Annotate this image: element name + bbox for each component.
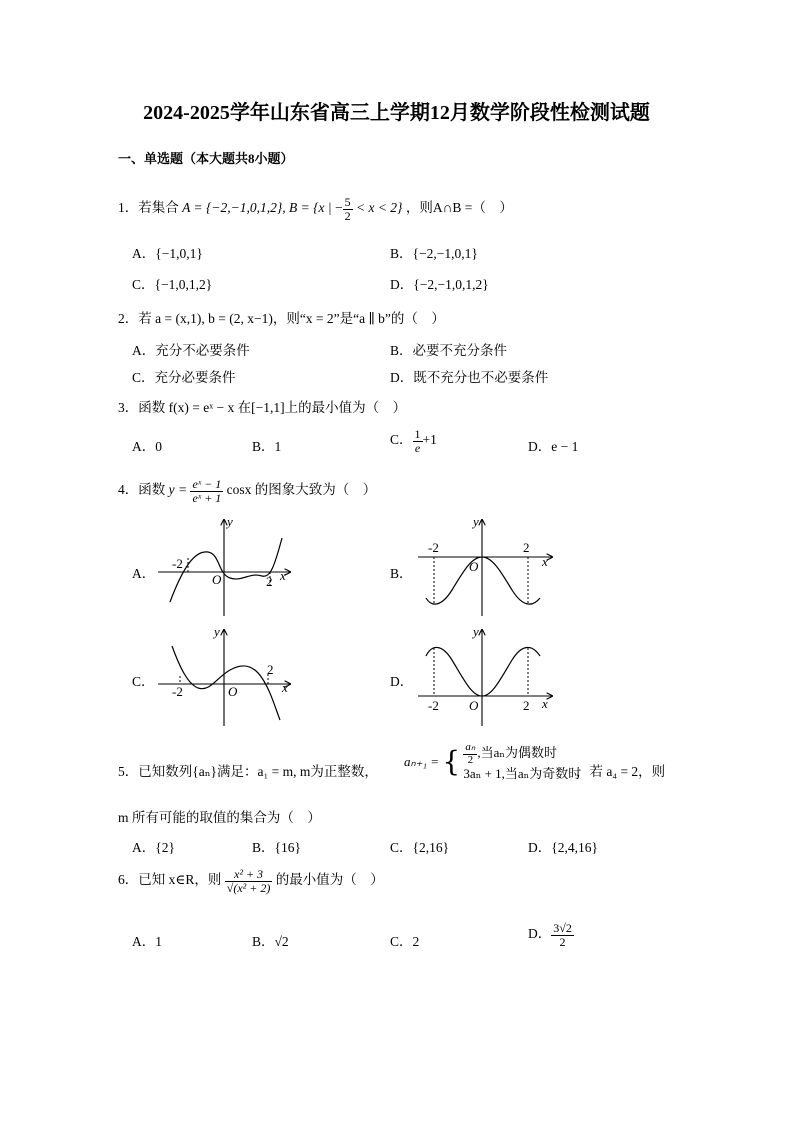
q1-option-d[interactable]: D．{−2,−1,0,1,2}	[390, 277, 489, 292]
q5-piecewise	[404, 742, 581, 782]
q6-stem-b: 的最小值为（ ）	[275, 872, 384, 888]
q6-option-d-label: D．	[528, 926, 552, 942]
q6-option-b[interactable]: B．√2	[252, 934, 289, 949]
q6-num: x² + 3	[225, 868, 273, 882]
q5-case1-num: aₙ	[465, 741, 476, 753]
question-2-stem: 2．若 a = (x,1), b = (2, x−1)，则“x = 2”是“a ∥ b”的（ ）	[118, 311, 445, 326]
q6-stem-a: 6．已知 x∈R，则	[118, 872, 222, 888]
q5-option-b[interactable]: B．{16}	[252, 840, 301, 855]
q6-option-d-fraction	[551, 922, 574, 948]
q1-option-b[interactable]: B．{−2,−1,0,1}	[390, 246, 478, 261]
q3-option-c-label: C．	[390, 432, 413, 448]
q5-cases	[463, 742, 581, 782]
graph-d-x-label: x	[542, 696, 548, 711]
q5-option-a[interactable]: A．{2}	[132, 840, 175, 855]
graph-b	[416, 514, 556, 616]
q5-lhs: aₙ₊₁ =	[404, 754, 440, 770]
q6-option-c[interactable]: C．2	[390, 934, 420, 949]
q5-option-d[interactable]: D．{2,4,16}	[528, 840, 598, 855]
q4-y-eq: y =	[168, 482, 188, 498]
q1-option-a[interactable]: A．{−1,0,1}	[132, 246, 203, 261]
q6-option-d[interactable]	[528, 922, 574, 948]
q5-case-1	[463, 742, 581, 766]
graph-d-origin: O	[469, 698, 479, 713]
q1-fraction	[343, 196, 353, 222]
q6-den: √(x² + 2)	[226, 880, 271, 895]
section-heading: 一、单选题（本大题共8小题）	[118, 151, 294, 166]
q5-option-c[interactable]: C．{2,16}	[390, 840, 450, 855]
graph-a-curve	[170, 538, 282, 602]
q5-brace: {	[442, 745, 461, 779]
graph-a-x-label: x	[280, 568, 286, 583]
q3-option-c-fraction	[413, 428, 423, 454]
question-3-stem: 3．函数 f(x) = eˣ − x 在[−1,1]上的最小值为（ ）	[118, 400, 407, 415]
q3-c-den: e	[414, 440, 421, 455]
q5-stem-a: 5．已知数列{aₙ}满足：a₁ = m, m为正整数，	[118, 764, 378, 779]
q4-option-a[interactable]: A．	[132, 566, 156, 581]
graph-a-origin: O	[212, 572, 222, 587]
graph-c-tick-pos: 2	[267, 662, 274, 677]
graph-d	[416, 624, 556, 726]
graph-c-curve	[172, 646, 280, 720]
graph-b-origin: O	[469, 559, 479, 574]
graph-d-tick-pos: 2	[523, 698, 530, 713]
q1-stem-a: 1．若集合	[118, 200, 179, 216]
question-1-stem: 1．若集合 A = {−2,−1,0,1,2}, B = {x | − $\frac{5}{2}$ < x < 2} ，则A∩B =（ ）	[118, 195, 513, 223]
graph-d-curve	[426, 647, 540, 696]
question-6-stem	[118, 868, 384, 894]
graph-c-x-label: x	[282, 680, 288, 695]
q3-c-tail: +1	[422, 432, 437, 448]
q2-option-c[interactable]: C．充分必要条件	[132, 370, 236, 385]
graph-b-curve	[426, 557, 540, 604]
graph-a-tick-pos: 2	[266, 574, 273, 589]
graph-c-y-label: y	[214, 624, 220, 639]
question-4-stem	[118, 478, 376, 504]
graph-c	[150, 624, 310, 726]
graph-b-tick-pos: 2	[523, 540, 530, 555]
q5-case1-tail: ,当aₙ为偶数时	[477, 745, 557, 761]
q4-fraction	[190, 478, 223, 504]
q3-option-c[interactable]	[390, 428, 437, 454]
q4-stem-a: 4．函数	[118, 482, 166, 498]
q6-d-num: 3√2	[553, 921, 572, 935]
q6-fraction	[225, 868, 273, 894]
q5-case1-fraction	[463, 742, 477, 766]
q4-option-b[interactable]: B．	[390, 566, 413, 581]
graph-c-origin: O	[228, 684, 238, 699]
q1-stem-b: ，则A∩B =（ ）	[405, 200, 513, 216]
graph-a-tick-neg: -2	[172, 556, 183, 571]
q2-option-a[interactable]: A．充分不必要条件	[132, 343, 250, 358]
q1-frac-den: 2	[344, 208, 351, 223]
graph-b-y-label: y	[473, 514, 479, 529]
q3-option-d[interactable]: D．e − 1	[528, 439, 579, 454]
q2-option-d[interactable]: D．既不充分也不必要条件	[390, 370, 549, 385]
q1-option-c[interactable]: C．{−1,0,1,2}	[132, 277, 213, 292]
q6-d-den: 2	[559, 934, 566, 949]
q5-stem-c: m 所有可能的取值的集合为（ ）	[118, 810, 321, 825]
q5-case1-den: 2	[467, 753, 474, 766]
q4-option-d[interactable]: D．	[390, 674, 414, 689]
graph-a	[150, 514, 310, 616]
page-title: 2024-2025学年山东省高三上学期12月数学阶段性检测试题	[143, 102, 650, 124]
graph-c-tick-neg: -2	[172, 684, 183, 699]
q4-tail: cosx 的图象大致为（ ）	[226, 482, 377, 498]
q4-num: eˣ − 1	[192, 477, 222, 491]
graph-b-x-label: x	[542, 554, 548, 569]
q6-option-a[interactable]: A．1	[132, 934, 162, 949]
graph-b-tick-neg: -2	[428, 540, 439, 555]
q3-c-num: 1	[414, 427, 421, 441]
q3-option-a[interactable]: A．0	[132, 439, 162, 454]
q2-option-b[interactable]: B．必要不充分条件	[390, 343, 508, 358]
q1-set-a: A = {−2,−1,0,1,2}, B = {x |	[182, 200, 335, 216]
q4-option-c[interactable]: C．	[132, 674, 155, 689]
q1-frac-num: 5	[344, 195, 351, 209]
q4-den: eˣ + 1	[192, 490, 222, 505]
graph-a-y-label: y	[227, 514, 233, 529]
q3-option-b[interactable]: B．1	[252, 439, 282, 454]
q5-case-2: 3aₙ + 1,当aₙ为奇数时	[463, 766, 582, 782]
graph-d-y-label: y	[473, 624, 479, 639]
q5-stem-b: ，若 a₄ = 2，则	[576, 764, 666, 779]
graph-d-tick-neg: -2	[428, 698, 439, 713]
q1-set-b-tail: < x < 2}	[355, 200, 403, 216]
